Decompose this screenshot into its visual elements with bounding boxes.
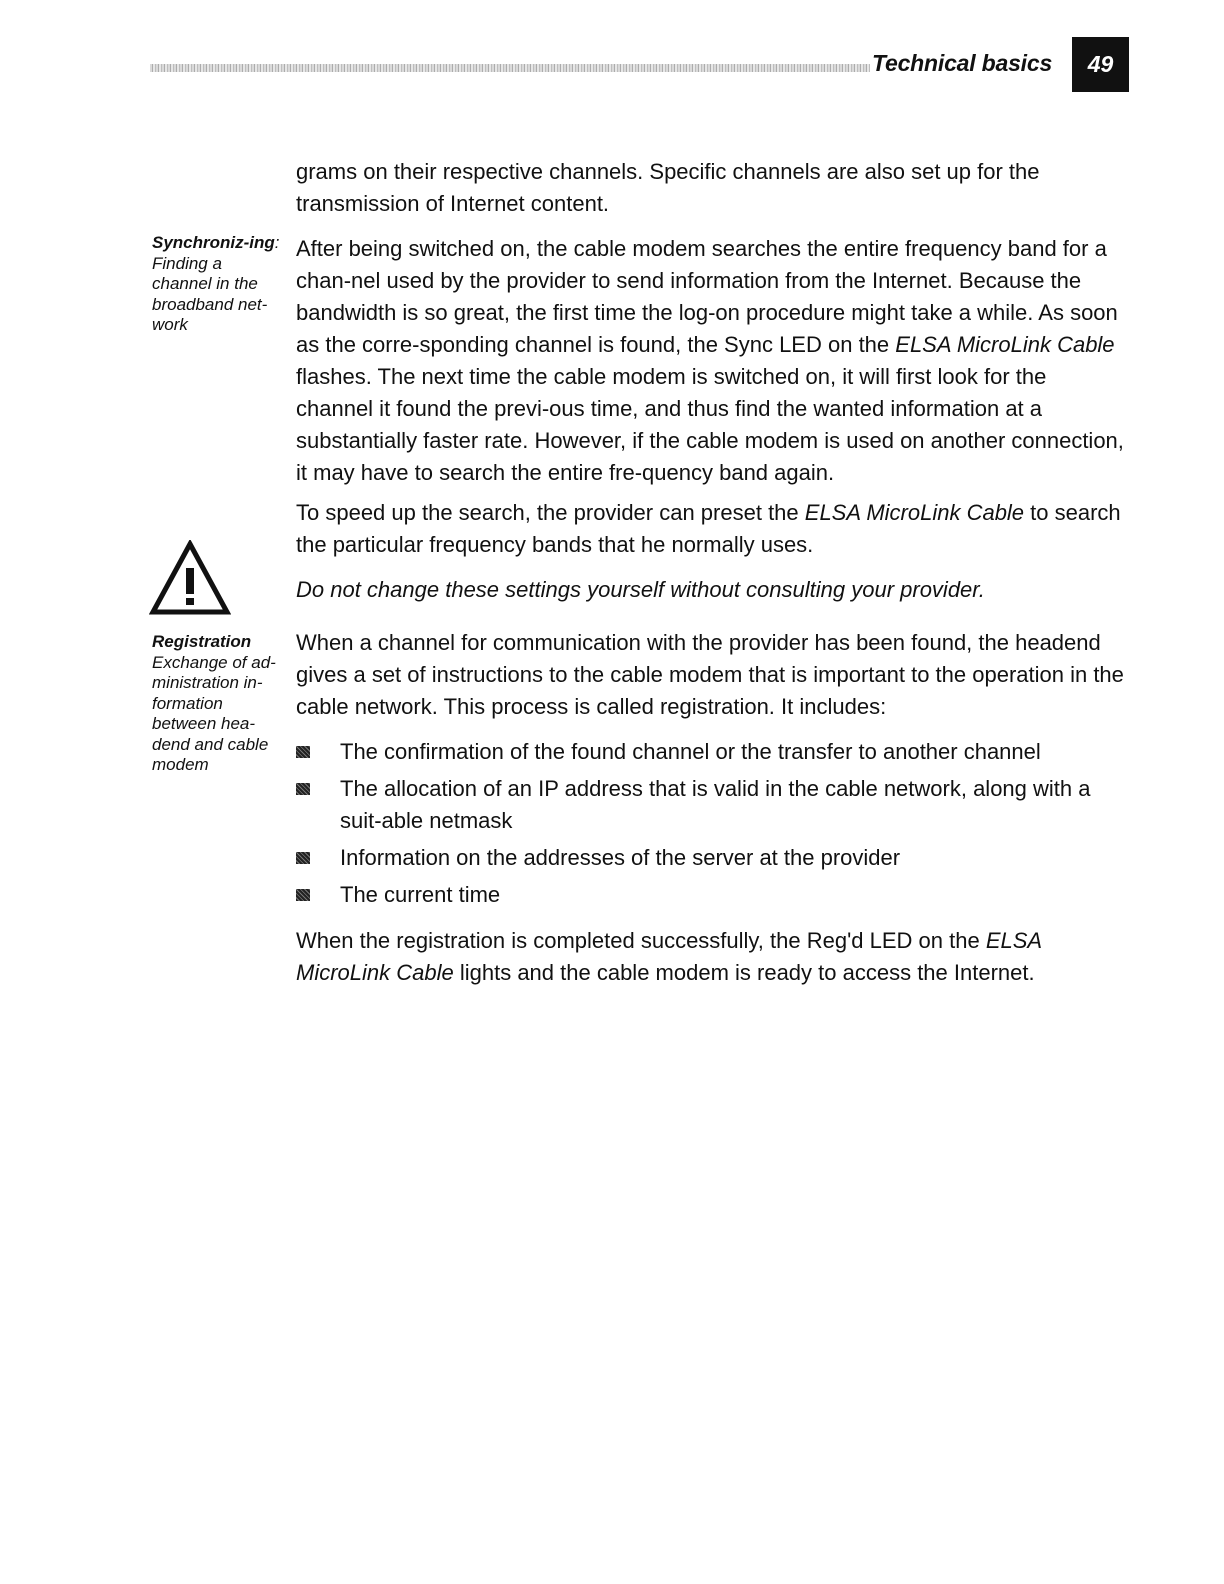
margin-term-registration: Registration xyxy=(152,632,252,651)
square-bullet-icon xyxy=(296,889,310,901)
list-item-text: The confirmation of the found channel or the transfer to another channel xyxy=(340,739,1041,764)
product-name: ELSA MicroLink Cable xyxy=(895,332,1115,357)
square-bullet-icon xyxy=(296,783,310,795)
paragraph-5-part-a: When the registration is completed successfully, the Reg'd LED on the xyxy=(296,928,986,953)
list-item-text: Information on the addresses of the server at the provider xyxy=(340,845,901,870)
paragraph-3-part-b: to search the particular frequency bands that he normally uses. xyxy=(296,500,1121,557)
product-name: ELSA MicroLink Cable xyxy=(804,500,1025,525)
list-item xyxy=(296,736,1124,768)
registration-list xyxy=(296,736,1124,916)
paragraph-5 xyxy=(296,925,1124,989)
page-number: 49 xyxy=(1087,51,1114,77)
product-name: ELSA MicroLink Cable xyxy=(296,928,1042,985)
header-rule xyxy=(150,64,870,72)
paragraph-2-part-a: After being switched on, the cable modem searches the entire frequency band for a chan-nel used by the provider to send information from the Internet. Because the bandwidth is so great, the first time the log-on procedure might take a while. As soon as the corre-sponding channel is found, the Sync LED on the xyxy=(296,236,1118,357)
paragraph-3 xyxy=(296,497,1124,561)
margin-desc-synchronizing: : Finding a channel in the broadband net-work xyxy=(152,233,280,334)
margin-term-synchronizing: Synchroniz-ing xyxy=(152,233,275,252)
list-item xyxy=(296,842,1124,874)
square-bullet-icon xyxy=(296,852,310,864)
list-item xyxy=(296,879,1124,911)
page-number-badge xyxy=(1072,37,1129,92)
list-item-text: The current time xyxy=(340,882,501,907)
square-bullet-icon xyxy=(296,746,310,758)
list-item-text: The allocation of an IP address that is valid in the cable network, along with a suit-able netmask xyxy=(340,776,1091,833)
warning-text-content: Do not change these settings yourself without consulting your provider. xyxy=(296,577,985,602)
paragraph-2 xyxy=(296,233,1124,489)
warning-text xyxy=(296,574,1124,606)
margin-note-synchronizing xyxy=(152,233,280,336)
paragraph-5-part-b: lights and the cable modem is ready to access the Internet. xyxy=(453,960,1035,985)
paragraph-4-text: When a channel for communication with the provider has been found, the headend gives a set of instructions to the cable modem that is important to the operation in the cable network. This process is called registration. It includes: xyxy=(296,630,1124,719)
margin-desc-registration: Exchange of ad-ministration in-formation between hea-dend and cable modem xyxy=(152,652,276,774)
paragraph-3-part-a: To speed up the search, the provider can preset the xyxy=(296,500,805,525)
list-item xyxy=(296,773,1124,837)
paragraph-2-part-b: flashes. The next time the cable modem is switched on, it will first look for the channel it found the previ-ous time, and thus find the wanted information at a substantially faster rate. However, if the cable modem is used on another connection, it may have to search the entire fre-quency band again. xyxy=(296,364,1124,485)
paragraph-1 xyxy=(296,156,1124,220)
margin-note-registration xyxy=(152,632,280,776)
warning-triangle-icon xyxy=(149,540,231,616)
paragraph-1-text: grams on their respective channels. Specific channels are also set up for the transmission of Internet content. xyxy=(296,159,1040,216)
section-title: Technical basics xyxy=(872,50,1053,76)
paragraph-4 xyxy=(296,627,1124,723)
